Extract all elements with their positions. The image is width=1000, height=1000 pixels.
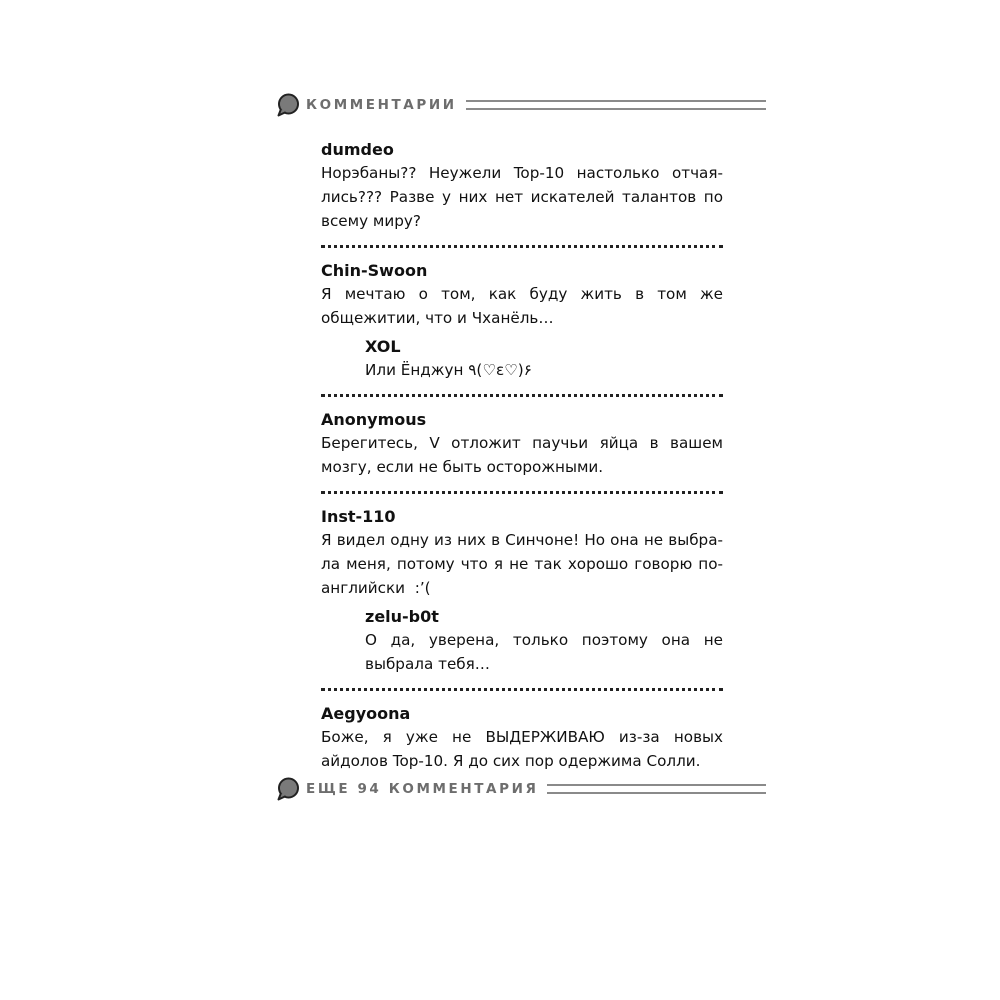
comments-list [321,136,723,773]
comment-text: Берегитесь, V отложит паучьи яйца в вашем мозгу, если не быть осторожными. [321,434,723,476]
reply-author[interactable]: zelu-b0t [365,607,439,626]
more-comments-link[interactable] [276,776,766,802]
speech-bubble-icon [276,93,300,117]
comment-text: Норэбаны?? Неужели Top-10 настолько отчаялись??? Разве у них нет искателей талантов по всему миру? [321,164,723,230]
dotted-divider [321,394,723,397]
comments-title: КОММЕНТАРИИ [306,97,457,113]
comment [321,260,723,382]
comment-author[interactable]: Chin-Swoon [321,261,428,280]
comment-author[interactable]: dumdeo [321,140,394,159]
comments-header [276,92,766,118]
comment [321,703,723,773]
comment [321,409,723,479]
comment-text: Я мечтаю о том, как буду жить в том же общежитии, что и Чханёль… [321,285,723,327]
comment-text: Боже, я уже не ВЫДЕРЖИВАЮ из-за новых айдолов Top-10. Я до сих пор одержима Солли. [321,728,723,770]
reply-author[interactable]: XOL [365,337,401,356]
dotted-divider [321,245,723,248]
comment-author[interactable]: Inst-110 [321,507,396,526]
comment-author[interactable]: Anonymous [321,410,427,429]
reply [365,606,723,676]
dotted-divider [321,688,723,691]
speech-bubble-icon [276,777,300,801]
comment-text: Я видел одну из них в Синчоне! Но она не выбрала меня, потому что я не так хорошо говорю по-английски :’( [321,531,723,597]
reply-text: О да, уверена, только поэтому она не выбрала тебя… [365,631,723,673]
comment [321,139,723,233]
footer-divider [547,784,766,794]
reply-text: Или Ёнджун ٩(♡ε♡)۶ [365,361,532,379]
reply [365,336,723,382]
dotted-divider [321,491,723,494]
comment [321,506,723,676]
header-divider [466,100,766,110]
comment-author[interactable]: Aegyoona [321,704,411,723]
more-comments-label[interactable]: ЕЩЕ 94 КОММЕНТАРИЯ [306,781,539,797]
